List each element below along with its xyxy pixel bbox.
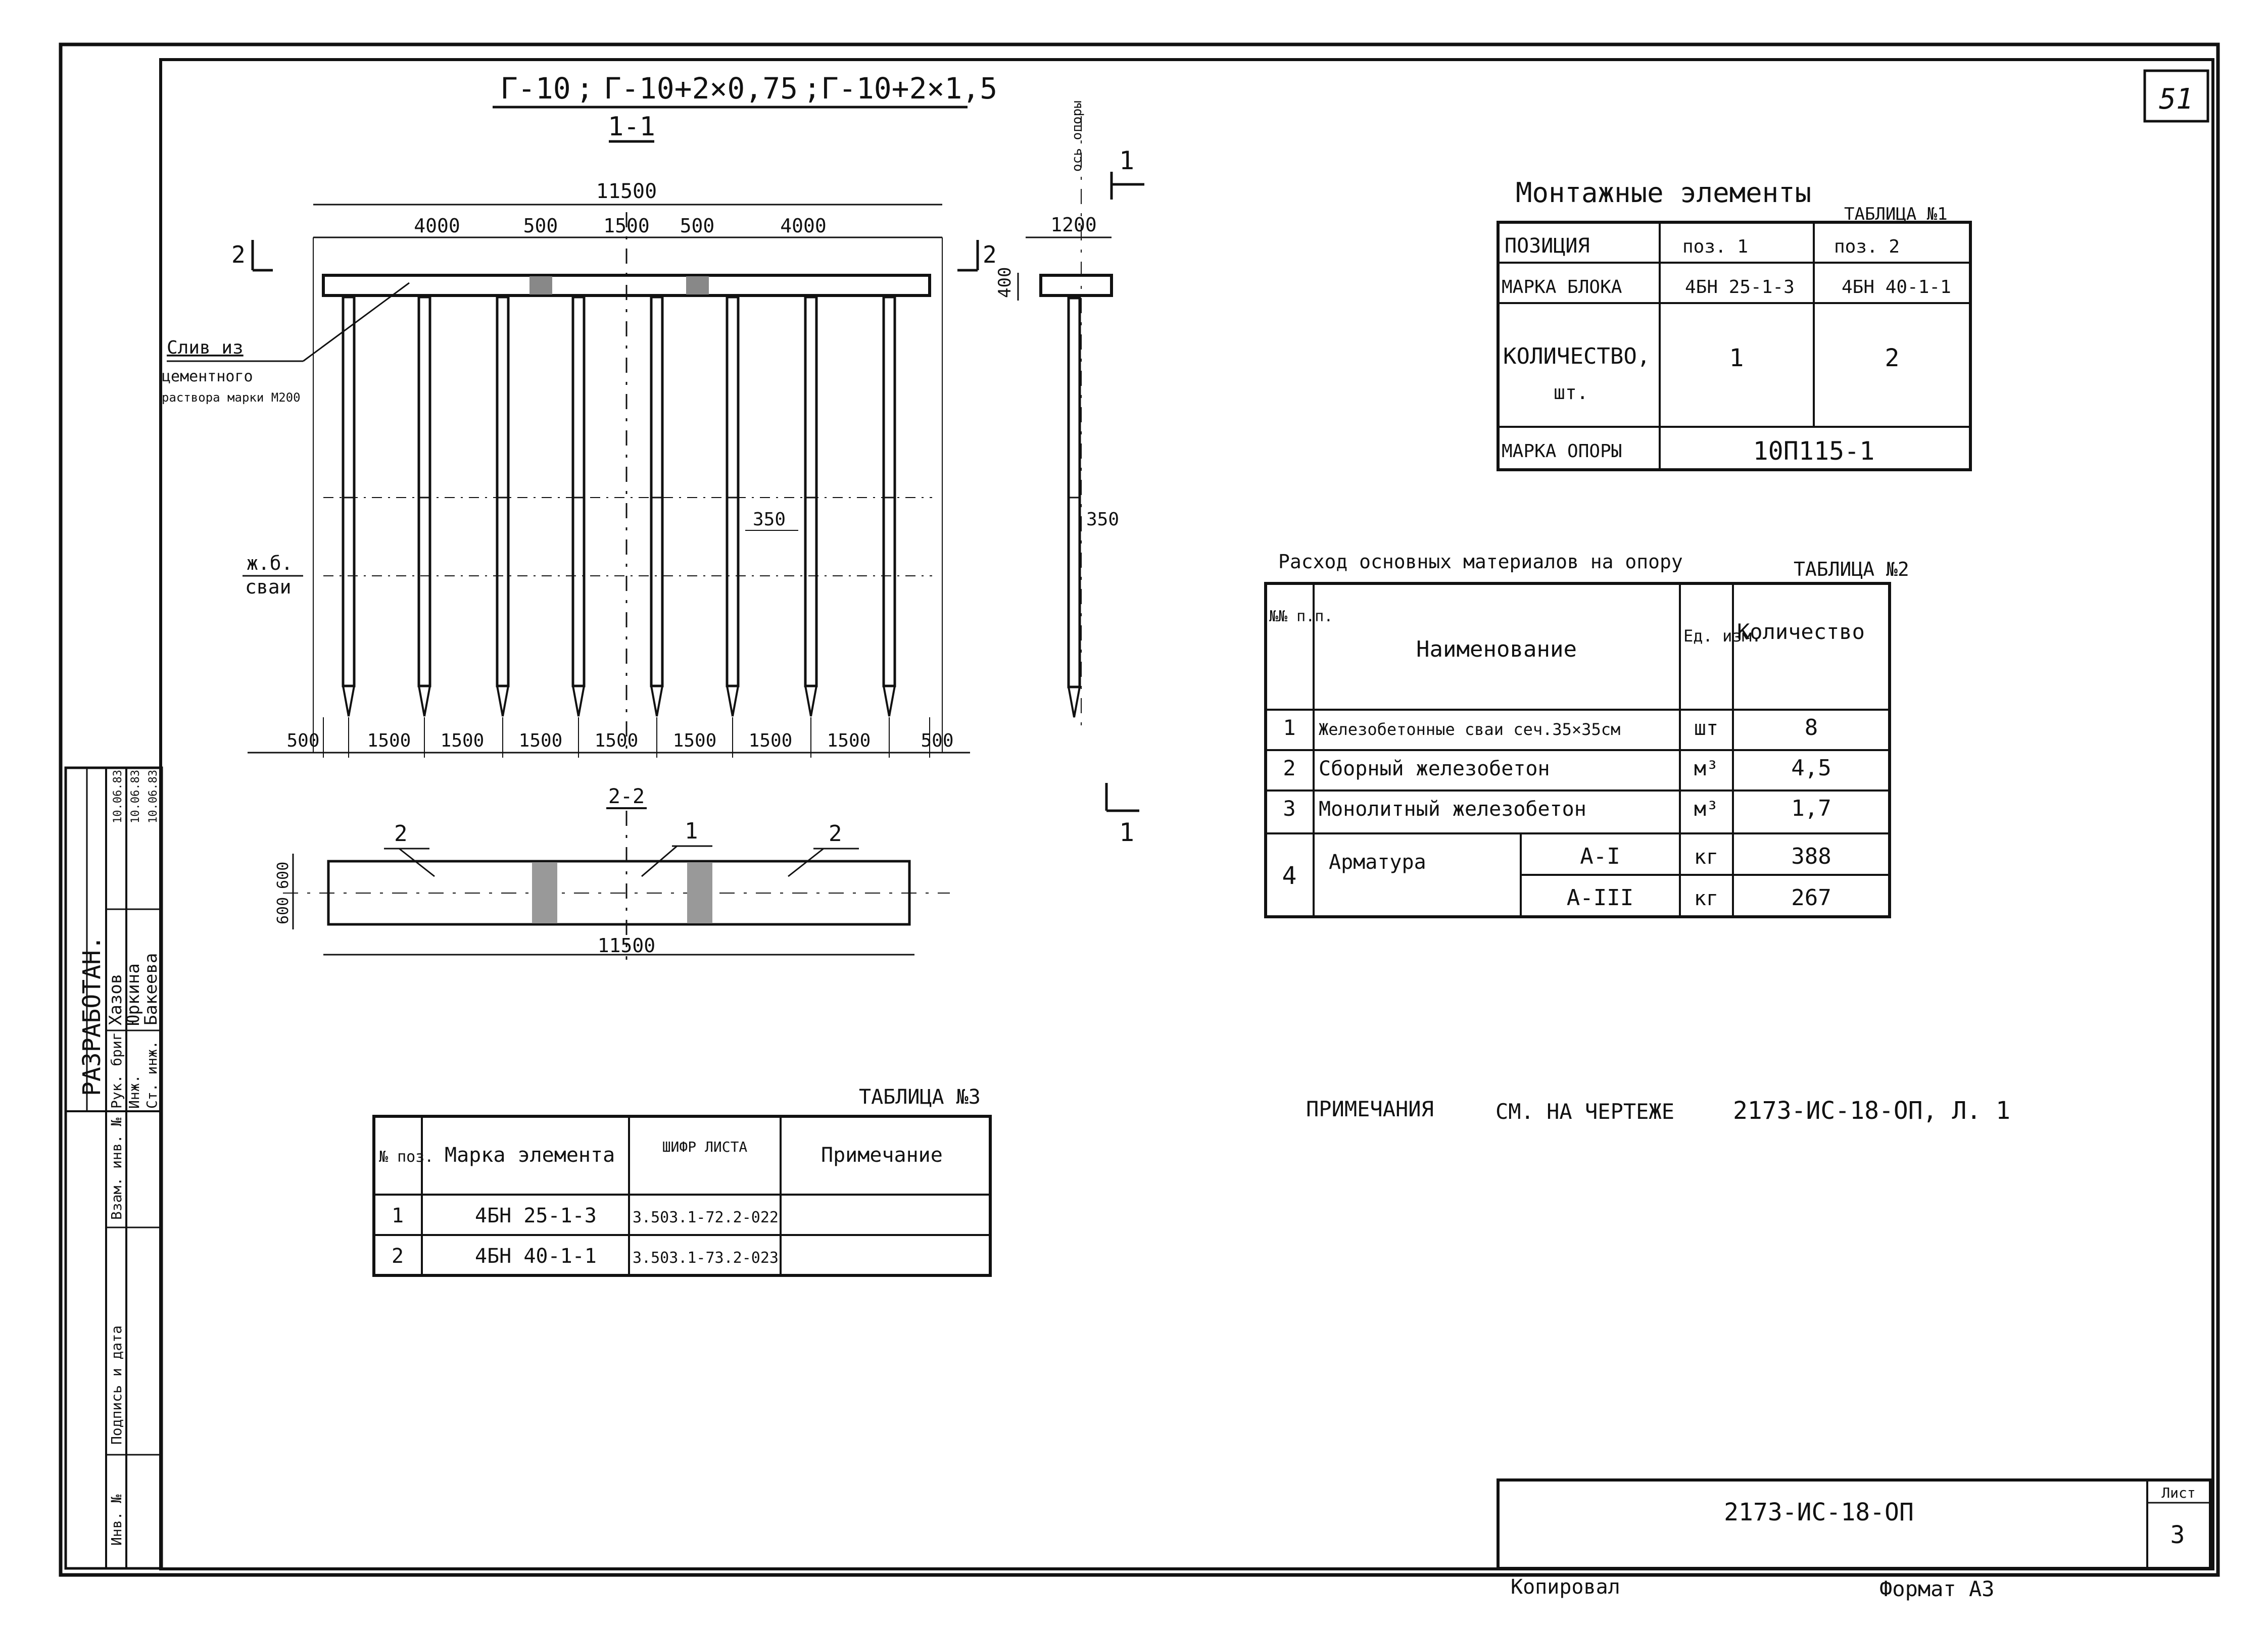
leader-note-3: раствора марки М200 (162, 390, 301, 405)
t2-r5-grade: А-III (1566, 885, 1634, 911)
dim-top-2: 500 (523, 215, 558, 237)
table2-rows (1282, 715, 1831, 911)
left-stamp (66, 768, 162, 1568)
stamp-name-1: Хазов (106, 973, 126, 1025)
stamp-side-1: Взам. инв. № (108, 1117, 125, 1220)
dim-top-5: 4000 (780, 215, 827, 237)
pile-tip-5 (651, 686, 662, 716)
t2-r4-num: 4 (1282, 862, 1297, 890)
pile-3 (497, 297, 508, 686)
t2-r2-unit: м³ (1694, 757, 1719, 780)
dim-splice: 350 (753, 509, 786, 530)
t2-r1-num: 1 (1283, 715, 1296, 740)
stamp-date-1: 10.06.83 (112, 770, 124, 823)
piles (343, 297, 895, 716)
t1-r3-c3: 2 (1885, 344, 1900, 372)
t1-r4-c2: 10П115-1 (1753, 436, 1875, 466)
t1-r2-c3: 4БН 40-1-1 (1842, 277, 1951, 298)
support-axis-label: ось опоры (1070, 101, 1085, 172)
pile-1 (343, 297, 354, 686)
side-view (995, 101, 1144, 847)
t2-r1-qty: 8 (1804, 715, 1818, 741)
plan-callout-mid: 1 (685, 818, 698, 844)
pile-tip-7 (805, 686, 816, 716)
mark-2-right: 2 (983, 241, 997, 268)
t3-r2-c1: 2 (391, 1245, 404, 1268)
pile-tip-1 (343, 686, 354, 716)
pile-tip-3 (497, 686, 508, 716)
top-dim-labels (414, 215, 827, 237)
plan-length: 11500 (597, 934, 656, 957)
pile-tip-4 (573, 686, 584, 716)
dim-bottom-9: 500 (921, 730, 954, 751)
t3-h3: ШИФР ЛИСТА (662, 1139, 748, 1155)
dim-bottom-7: 1500 (748, 730, 793, 751)
plan-joint-2 (687, 862, 712, 923)
t2-r2-num: 2 (1283, 756, 1296, 780)
stamp-side-3: Инв. № (108, 1494, 125, 1546)
elevation-view (162, 180, 997, 758)
pile-label-bottom: сваи (245, 576, 292, 598)
title-sep-2: ; (803, 71, 821, 106)
dim-overall: 11500 (596, 180, 657, 203)
pile-8 (884, 297, 895, 686)
note-label: ПРИМЕЧАНИЯ (1306, 1097, 1434, 1121)
plan-joint-1 (532, 862, 557, 923)
t2-r5-unit: кг (1694, 887, 1719, 910)
table1-caption: ТАБЛИЦА №1 (1844, 204, 1948, 224)
stamp-name-2: Юркина (123, 963, 143, 1025)
stamp-role-3: Ст. инж. (143, 1041, 160, 1109)
stamp-name-3: Бакеева (141, 953, 161, 1025)
side-pile-tip (1069, 687, 1080, 717)
title-block (1498, 1480, 2210, 1568)
title-part-1: Г-10 (500, 71, 571, 106)
t1-r2-c2: 4БН 25-1-3 (1685, 277, 1795, 298)
plan-width-1: 600 (274, 861, 292, 889)
table-1 (1498, 177, 1970, 470)
stamp-developed: РАЗРАБОТАН. (78, 935, 106, 1096)
note-ref: 2173-ИС-18-ОП, Л. 1 (1733, 1097, 2011, 1125)
t3-r1-c1: 1 (391, 1204, 404, 1227)
dim-bottom-1: 500 (286, 730, 320, 751)
title-part-3: Г-10+2×1,5 (821, 71, 998, 106)
t2-r3-unit: м³ (1694, 798, 1719, 821)
t2-h3: Ед. изм. (1683, 626, 1762, 646)
title-sep-1: ; (576, 71, 594, 106)
t2-r4-qty: 388 (1791, 844, 1831, 869)
leader-note-1: Слив из (167, 337, 244, 358)
pile-label-top: ж.б. (247, 552, 293, 574)
joint-fill-2 (686, 276, 709, 294)
stamp-date-3: 10.06.83 (147, 770, 160, 823)
side-width: 1200 (1050, 214, 1097, 236)
t3-r2-c2: 4БН 40-1-1 (475, 1245, 597, 1268)
table2-caption: ТАБЛИЦА №2 (1794, 558, 1909, 580)
joint-fill-1 (529, 276, 552, 294)
table2-title: Расход основных материалов на опору (1278, 551, 1683, 573)
t1-r2-c1: МАРКА БЛОКА (1502, 277, 1622, 298)
section-1-top: 1 (1119, 146, 1135, 175)
footer-format: Формат А3 (1879, 1576, 1995, 1601)
drawing-title (493, 71, 997, 142)
t2-r3-qty: 1,7 (1791, 796, 1831, 821)
mark-2-left: 2 (231, 241, 246, 268)
dim-top-4: 500 (680, 215, 715, 237)
table3-caption: ТАБЛИЦА №3 (859, 1085, 981, 1109)
side-height: 400 (995, 267, 1015, 298)
pile-4 (573, 297, 584, 686)
t3-h4: Примечание (821, 1144, 943, 1167)
section-1-bottom: 1 (1119, 818, 1135, 847)
dim-bottom-5: 1500 (594, 730, 639, 751)
t3-h1: № поз. (379, 1148, 434, 1166)
footer-copied: Копировал (1511, 1575, 1620, 1599)
table-3 (374, 1085, 990, 1275)
pile-tip-2 (419, 686, 430, 716)
stamp-role-1: Рук. бриг (108, 1032, 125, 1109)
dim-bottom-2: 1500 (367, 730, 411, 751)
stamp-side-2: Подпись и дата (108, 1325, 125, 1445)
stamp-role-2: Инж. (126, 1074, 142, 1109)
t2-r2-qty: 4,5 (1791, 755, 1831, 781)
t1-r3-c1: КОЛИЧЕСТВО, (1503, 343, 1651, 369)
t3-r1-c2: 4БН 25-1-3 (475, 1204, 597, 1227)
sheet-number: 51 (2159, 83, 2193, 116)
tb-sheet-value: 3 (2170, 1521, 2185, 1549)
side-pile (1069, 298, 1080, 687)
plan-width-2: 600 (274, 897, 292, 924)
t2-h1: №№ п.п. (1269, 608, 1333, 625)
t2-r2-name: Сборный железобетон (1319, 757, 1550, 780)
dim-bottom-8: 1500 (827, 730, 871, 751)
t2-r5-qty: 267 (1791, 885, 1831, 911)
t3-r2-c3: 3.503.1-73.2-023 (633, 1249, 779, 1267)
t2-h4: Количество (1737, 619, 1865, 644)
plan-callout-left: 2 (394, 821, 408, 847)
stamp-date-2: 10.06.83 (129, 770, 142, 823)
t2-r1-unit: шт (1694, 717, 1719, 740)
title-part-2: Г-10+2×0,75 (604, 71, 798, 106)
notes (1306, 1097, 2010, 1125)
t1-r1-c3: поз. 2 (1834, 236, 1900, 257)
side-cap (1041, 275, 1112, 295)
t1-r1-c2: поз. 1 (1682, 236, 1749, 257)
t1-r1-c1: ПОЗИЦИЯ (1505, 234, 1590, 258)
table-2 (1266, 551, 1909, 917)
leader-note-2: цементного (162, 368, 253, 385)
t3-h2: Марка элемента (445, 1144, 615, 1167)
t1-r4-c1: МАРКА ОПОРЫ (1502, 441, 1622, 462)
t1-r3-unit: шт. (1554, 381, 1588, 404)
bottom-dims (286, 717, 953, 758)
pile-7 (805, 297, 816, 686)
pile-2 (419, 297, 430, 686)
t2-h2: Наименование (1416, 636, 1577, 662)
dim-bottom-3: 1500 (440, 730, 485, 751)
dim-bottom-6: 1500 (672, 730, 717, 751)
t2-r4-name: Арматура (1329, 851, 1426, 874)
t2-r1-name: Железобетонные сваи сеч.35×35см (1319, 720, 1621, 739)
side-splice: 350 (1086, 509, 1120, 530)
t2-r4-grade: А-I (1580, 844, 1620, 869)
pile-tip-8 (884, 686, 895, 716)
t3-r1-c3: 3.503.1-72.2-022 (633, 1209, 779, 1226)
dim-top-1: 4000 (414, 215, 460, 237)
pile-6 (727, 297, 738, 686)
section-label-1-1: 1-1 (608, 112, 655, 142)
t2-r4-unit: кг (1694, 846, 1719, 869)
plan-view (274, 785, 950, 960)
t2-r3-num: 3 (1283, 796, 1296, 821)
table1-title: Монтажные элементы (1516, 177, 1812, 209)
dim-bottom-4: 1500 (518, 730, 563, 751)
plan-callout-right: 2 (829, 821, 842, 847)
pile-tip-6 (727, 686, 738, 716)
t1-r3-c2: 1 (1729, 344, 1744, 372)
tb-code: 2173-ИС-18-ОП (1724, 1498, 1914, 1526)
section-label-2-2: 2-2 (608, 785, 645, 808)
note-text: СМ. НА ЧЕРТЕЖЕ (1495, 1099, 1675, 1124)
tb-sheet-label: Лист (2161, 1485, 2196, 1501)
pile-5 (651, 297, 662, 686)
t2-r3-name: Монолитный железобетон (1319, 798, 1586, 821)
dim-top-3: 1500 (603, 215, 650, 237)
